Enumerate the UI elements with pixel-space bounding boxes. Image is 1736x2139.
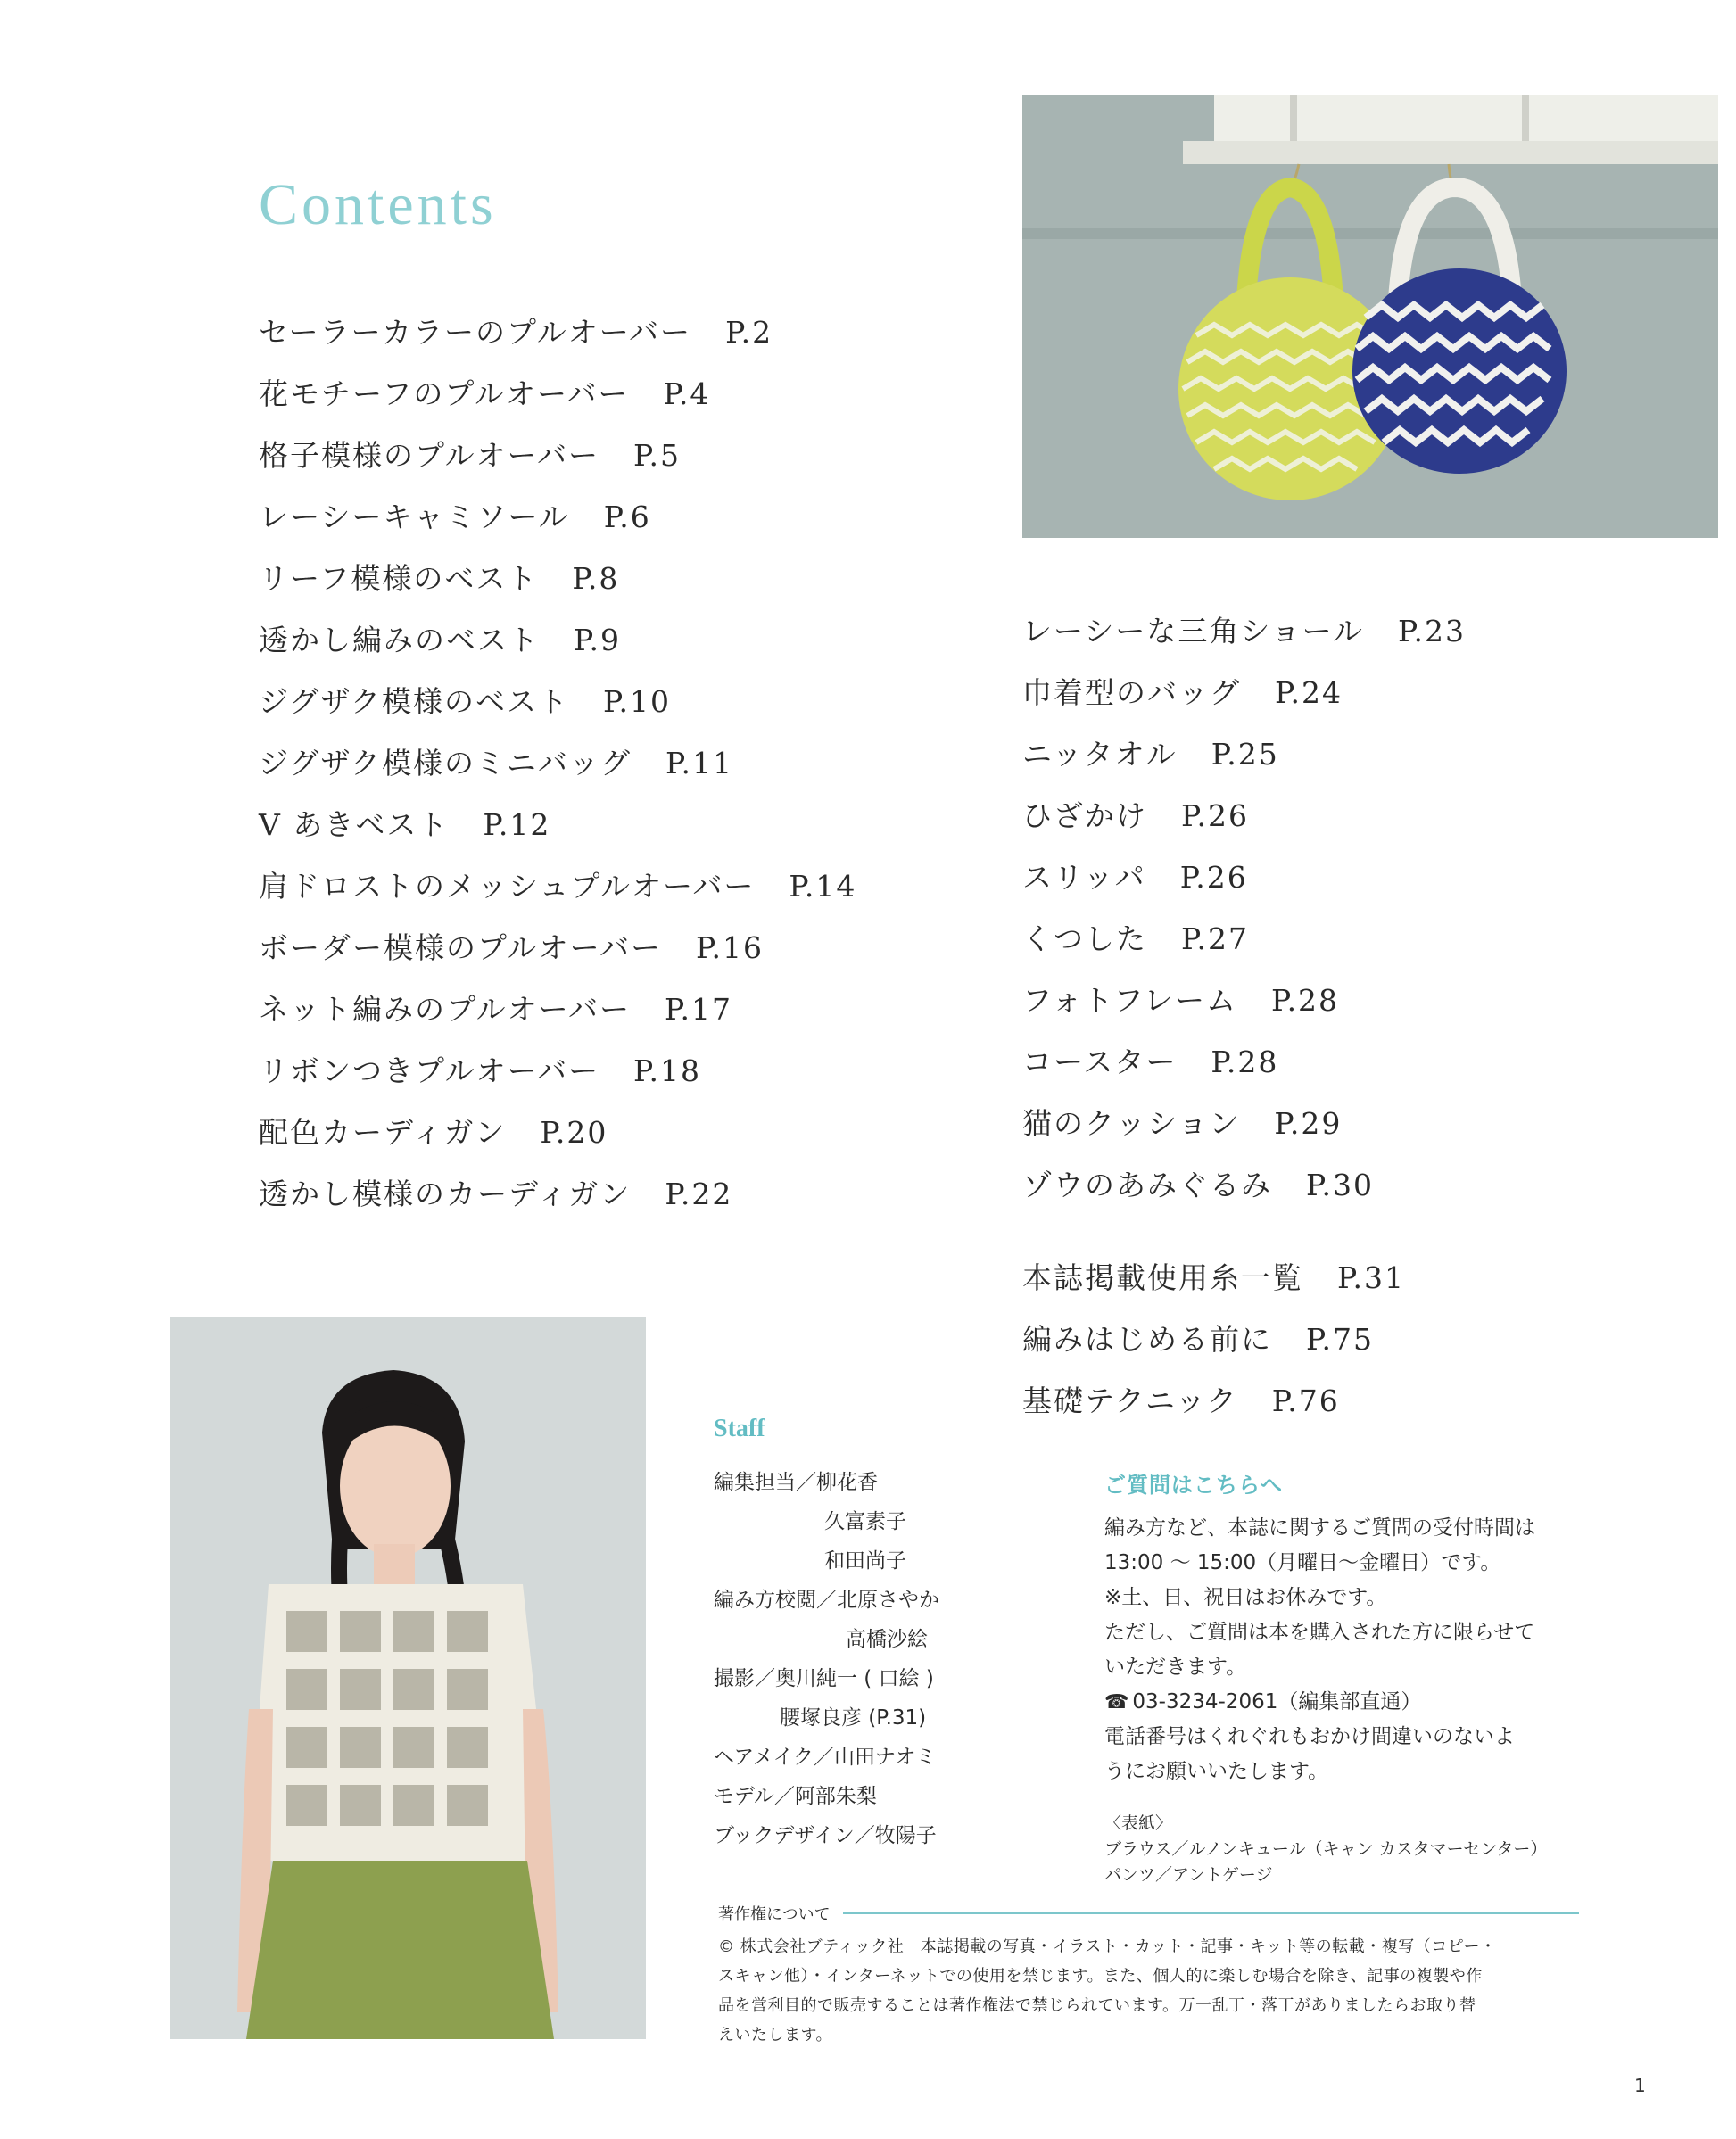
toc-item-page: P.26 <box>1179 860 1248 895</box>
toc-item-page: P.9 <box>574 623 622 657</box>
toc-item <box>1022 1154 1466 1216</box>
toc-item-label: 猫のクッション <box>1022 1106 1241 1141</box>
toc-item <box>259 425 856 486</box>
toc-item <box>259 1040 856 1102</box>
copyright-header <box>718 1900 1579 1927</box>
toc-item-label: リーフ模様のベスト <box>259 561 539 596</box>
toc-item-page: P.6 <box>603 500 651 534</box>
toc-item-label: セーラーカラーのプルオーバー <box>259 315 692 350</box>
toc-item-page: P.76 <box>1271 1383 1340 1418</box>
staff-credit-row: 編集担当／柳花香 <box>714 1471 878 1494</box>
staff-credit-row: 撮影／奥川純一 ( 口絵 ) <box>714 1667 934 1690</box>
toc-item <box>259 1102 856 1163</box>
toc-extra-column <box>1022 1247 1405 1432</box>
toc-item <box>1022 1309 1405 1370</box>
toc-item <box>1022 1031 1466 1093</box>
toc-item <box>259 671 856 732</box>
cover-line: パンツ／アントゲージ <box>1104 1865 1273 1885</box>
toc-item <box>1022 908 1466 970</box>
staff-credit-row: モデル／阿部朱梨 <box>714 1785 877 1808</box>
toc-item-page: P.75 <box>1306 1322 1374 1357</box>
toc-item-label: 巾着型のバッグ <box>1022 675 1241 710</box>
bags-photo <box>1022 95 1718 538</box>
toc-item-page: P.12 <box>483 807 551 842</box>
cover-credits <box>1104 1811 1547 1888</box>
staff-credit-row: 腰塚良彦 (P.31) <box>780 1706 927 1730</box>
toc-item-label: フォトフレーム <box>1022 983 1238 1018</box>
toc-item <box>259 363 856 425</box>
toc-item-label: ひざかけ <box>1022 798 1147 833</box>
toc-item-label: ボーダー模様のプルオーバー <box>259 930 663 965</box>
toc-item-label: 配色カーディガン <box>259 1115 507 1150</box>
toc-item-label: ジグザク模様のミニバッグ <box>259 746 632 780</box>
toc-item <box>259 548 856 609</box>
qa-line: 13:00 ～ 15:00（月曜日～金曜日）です。 <box>1104 1551 1501 1574</box>
toc-item-page: P.27 <box>1181 921 1249 956</box>
toc-item-label: 肩ドロストのメッシュプルオーバー <box>259 869 756 904</box>
toc-item-page: P.24 <box>1275 675 1343 710</box>
toc-item <box>259 855 856 917</box>
copyright-line-text: 品を営利目的で販売することは著作権法で禁じられています。万一乱丁・落丁がありましたらお取り替 <box>718 1996 1476 2015</box>
toc-item <box>1022 1247 1405 1309</box>
toc-item <box>259 917 856 979</box>
toc-item-page: P.18 <box>633 1053 702 1088</box>
toc-item-label: 透かし編みのベスト <box>259 623 540 657</box>
toc-item-label: スリッパ <box>1022 860 1146 895</box>
copyright-line-text: © 株式会社ブティック社 本誌掲載の写真・イラスト・カット・記事・キット等の転載・複写（コピー・ <box>718 1937 1497 1956</box>
qa-phone-line <box>1104 1685 1586 1720</box>
toc-item-page: P.25 <box>1211 737 1279 772</box>
toc-item-page: P.10 <box>603 684 672 719</box>
copyright-notice <box>718 1900 1579 2050</box>
cover-heading: 〈表紙〉 <box>1104 1813 1173 1833</box>
qa-line: ただし、ご質問は本を購入された方に限らせて <box>1104 1621 1535 1644</box>
toc-item-label: 格子模様のプルオーバー <box>259 438 600 473</box>
toc-item <box>1022 662 1466 723</box>
page-number: 1 <box>1634 2075 1646 2096</box>
toc-item-label: 基礎テクニック <box>1022 1383 1238 1418</box>
toc-item-page: P.20 <box>540 1115 608 1150</box>
toc-item <box>1022 847 1466 908</box>
staff-heading: Staff <box>714 1415 765 1442</box>
toc-item-label: レーシーキャミソール <box>259 500 570 534</box>
qa-body <box>1104 1511 1586 1789</box>
staff-credit-row: 編み方校閲／北原さやか <box>714 1589 939 1612</box>
toc-item-page: P.14 <box>789 869 857 904</box>
toc-item-label: リボンつきプルオーバー <box>259 1053 600 1088</box>
staff-credit-row: ヘアメイク／山田ナオミ <box>714 1746 937 1769</box>
contents-title: Contents <box>259 172 497 237</box>
toc-item <box>259 794 856 855</box>
toc-item-page: P.2 <box>725 315 773 350</box>
staff-credit-row: 和田尚子 <box>824 1549 906 1573</box>
copyright-rule <box>843 1912 1579 1914</box>
toc-item <box>1022 1093 1466 1154</box>
qa-heading: ご質問はこちらへ <box>1104 1472 1283 1498</box>
toc-item <box>259 609 856 671</box>
toc-item-page: P.26 <box>1181 798 1249 833</box>
qa-line: 編み方など、本誌に関するご質問の受付時間は <box>1104 1516 1535 1540</box>
toc-item-page: P.30 <box>1306 1168 1374 1202</box>
toc-item-page: P.5 <box>633 438 682 473</box>
toc-right-column <box>1022 600 1466 1216</box>
toc-item-label: 透かし模様のカーディガン <box>259 1177 632 1211</box>
toc-item <box>1022 970 1466 1031</box>
toc-item-page: P.4 <box>663 376 711 411</box>
toc-item-label: 本誌掲載使用糸一覧 <box>1022 1260 1303 1295</box>
qa-line: いただきます。 <box>1104 1656 1247 1679</box>
toc-item-page: P.16 <box>696 930 765 965</box>
toc-left-column <box>259 301 856 1225</box>
staff-credit-row: 高橋沙絵 <box>846 1628 928 1651</box>
toc-item <box>259 979 856 1040</box>
phone-icon: ☎ <box>1104 1691 1129 1714</box>
toc-item-label: ネット編みのプルオーバー <box>259 992 632 1027</box>
toc-item-label: 編みはじめる前に <box>1022 1322 1272 1357</box>
toc-item-page: P.28 <box>1211 1045 1279 1079</box>
qa-phone-number: 03-3234-2061（編集部直通） <box>1132 1690 1422 1714</box>
toc-item-label: 花モチーフのプルオーバー <box>259 376 630 411</box>
bags-illustration <box>1022 95 1718 538</box>
toc-item-page: P.23 <box>1398 614 1467 648</box>
toc-item <box>259 1163 856 1225</box>
copyright-text <box>718 1932 1579 2050</box>
copyright-line-text: スキャン他）・インターネットでの使用を禁じます。また、個人的に楽しむ場合を除き、記事の複製や作 <box>718 1967 1483 1986</box>
qa-line: うにお願いいたします。 <box>1104 1760 1329 1783</box>
toc-item-page: P.8 <box>572 561 620 596</box>
model-illustration <box>170 1317 646 2039</box>
toc-item-label: くつした <box>1022 921 1147 956</box>
toc-item-page: P.31 <box>1337 1260 1405 1295</box>
toc-item-label: コースター <box>1022 1045 1178 1079</box>
staff-credit-row: 久富素子 <box>824 1510 906 1533</box>
model-photo <box>170 1317 646 2039</box>
toc-item-label: レーシーな三角ショール <box>1022 614 1365 648</box>
toc-item-page: P.17 <box>665 992 733 1027</box>
toc-item-page: P.22 <box>665 1177 733 1211</box>
toc-item-page: P.29 <box>1274 1106 1343 1141</box>
toc-item <box>259 486 856 548</box>
copyright-heading: 著作権について <box>718 1905 831 1924</box>
staff-credits <box>714 1463 939 1855</box>
toc-item <box>259 732 856 794</box>
toc-item-page: P.28 <box>1271 983 1340 1018</box>
toc-item-page: P.11 <box>665 746 734 780</box>
toc-item-label: V あきベスト <box>259 807 450 842</box>
toc-item <box>1022 723 1466 785</box>
qa-line: ※土、日、祝日はお休みです。 <box>1104 1586 1387 1609</box>
toc-item <box>259 301 856 363</box>
toc-item <box>1022 785 1466 847</box>
toc-item-label: ジグザク模様のベスト <box>259 684 570 719</box>
toc-item <box>1022 1370 1405 1432</box>
toc-item-label: ニッタオル <box>1022 737 1178 772</box>
copyright-line-text: えいたします。 <box>718 2026 833 2044</box>
qa-line: 電話番号はくれぐれもおかけ間違いのないよ <box>1104 1725 1515 1748</box>
toc-item <box>1022 600 1466 662</box>
toc-item-label: ゾウのあみぐるみ <box>1022 1168 1272 1202</box>
staff-credit-row: ブックデザイン／牧陽子 <box>714 1824 937 1847</box>
cover-line: ブラウス／ルノンキュール（キャン カスタマーセンター） <box>1104 1839 1548 1859</box>
